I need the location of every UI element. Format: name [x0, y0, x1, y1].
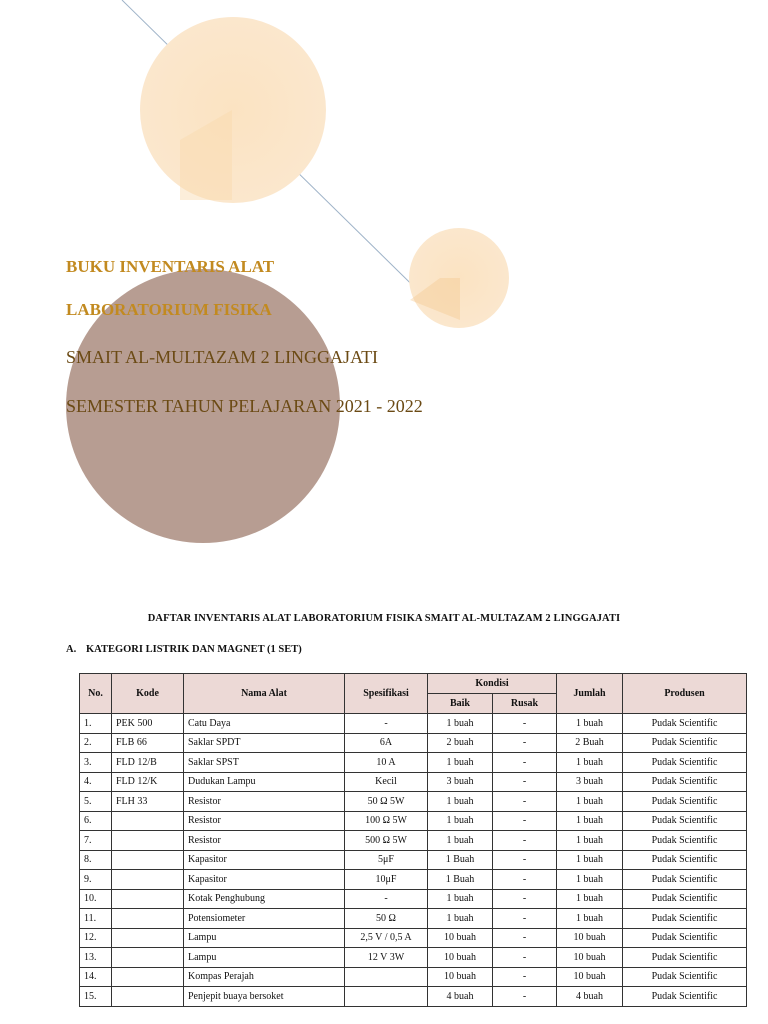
cell-nama-alat: Kapasitor	[184, 870, 345, 890]
cell-rusak: -	[493, 967, 557, 987]
cell-baik: 1 buah	[428, 889, 493, 909]
table-row	[80, 928, 747, 948]
table-row	[80, 870, 747, 890]
cell-no: 1.	[80, 714, 112, 734]
cell-jumlah: 10 buah	[557, 967, 623, 987]
cell-baik: 1 buah	[428, 909, 493, 929]
decor-circle-large	[140, 17, 326, 203]
cell-baik: 4 buah	[428, 987, 493, 1007]
cell-rusak: -	[493, 909, 557, 929]
cell-produsen: Pudak Scientific	[623, 928, 747, 948]
cell-nama-alat: Penjepit buaya bersoket	[184, 987, 345, 1007]
cell-baik: 1 buah	[428, 831, 493, 851]
cell-rusak: -	[493, 850, 557, 870]
cell-spesifikasi: -	[345, 889, 428, 909]
cell-kode	[112, 831, 184, 851]
header-produsen: Produsen	[623, 674, 747, 714]
cell-rusak: -	[493, 772, 557, 792]
table-row	[80, 850, 747, 870]
cell-spesifikasi: 5μF	[345, 850, 428, 870]
cell-no: 4.	[80, 772, 112, 792]
cell-rusak: -	[493, 811, 557, 831]
cell-jumlah: 10 buah	[557, 928, 623, 948]
cell-produsen: Pudak Scientific	[623, 987, 747, 1007]
cell-produsen: Pudak Scientific	[623, 714, 747, 734]
cell-rusak: -	[493, 753, 557, 773]
cell-jumlah: 1 buah	[557, 850, 623, 870]
section-letter: A.	[66, 644, 77, 655]
cell-jumlah: 10 buah	[557, 948, 623, 968]
table-row	[80, 967, 747, 987]
table-row	[80, 987, 747, 1007]
cell-jumlah: 1 buah	[557, 714, 623, 734]
table-row	[80, 733, 747, 753]
cell-spesifikasi: Kecil	[345, 772, 428, 792]
header-no: No.	[80, 674, 112, 714]
cell-spesifikasi: -	[345, 714, 428, 734]
cell-spesifikasi: 10 A	[345, 753, 428, 773]
cell-jumlah: 4 buah	[557, 987, 623, 1007]
cell-nama-alat: Resistor	[184, 792, 345, 812]
cell-kode	[112, 967, 184, 987]
cell-kode	[112, 811, 184, 831]
cell-spesifikasi: 12 V 3W	[345, 948, 428, 968]
cell-baik: 1 buah	[428, 753, 493, 773]
cell-produsen: Pudak Scientific	[623, 811, 747, 831]
cell-spesifikasi	[345, 967, 428, 987]
cell-produsen: Pudak Scientific	[623, 831, 747, 851]
cell-baik: 3 buah	[428, 772, 493, 792]
cell-produsen: Pudak Scientific	[623, 792, 747, 812]
cell-kode	[112, 948, 184, 968]
cell-rusak: -	[493, 714, 557, 734]
header-kode: Kode	[112, 674, 184, 714]
cover-title-line-1: BUKU INVENTARIS ALAT	[66, 257, 275, 276]
header-jumlah: Jumlah	[557, 674, 623, 714]
header-rusak: Rusak	[493, 694, 557, 714]
cell-spesifikasi: 10μF	[345, 870, 428, 890]
cell-nama-alat: Kompas Perajah	[184, 967, 345, 987]
cell-baik: 1 Buah	[428, 870, 493, 890]
cell-baik: 1 Buah	[428, 850, 493, 870]
cell-produsen: Pudak Scientific	[623, 733, 747, 753]
cell-jumlah: 1 buah	[557, 831, 623, 851]
table-row	[80, 831, 747, 851]
cell-spesifikasi: 6A	[345, 733, 428, 753]
table-row	[80, 948, 747, 968]
table-row	[80, 909, 747, 929]
cell-baik: 1 buah	[428, 792, 493, 812]
cell-spesifikasi: 2,5 V / 0,5 A	[345, 928, 428, 948]
cell-no: 9.	[80, 870, 112, 890]
inventory-table-body	[80, 714, 747, 1007]
cover-title-line-2: LABORATORIUM FISIKA	[66, 300, 272, 319]
cover-subtitle-semester: SEMESTER TAHUN PELAJARAN 2021 - 2022	[66, 396, 423, 416]
cell-spesifikasi: 50 Ω	[345, 909, 428, 929]
cell-no: 8.	[80, 850, 112, 870]
header-spesifikasi: Spesifikasi	[345, 674, 428, 714]
cell-rusak: -	[493, 831, 557, 851]
cell-spesifikasi: 500 Ω 5W	[345, 831, 428, 851]
cell-kode: PEK 500	[112, 714, 184, 734]
header-nama-alat: Nama Alat	[184, 674, 345, 714]
cell-produsen: Pudak Scientific	[623, 967, 747, 987]
cell-no: 12.	[80, 928, 112, 948]
cell-kode	[112, 870, 184, 890]
cell-nama-alat: Kapasitor	[184, 850, 345, 870]
cell-kode	[112, 928, 184, 948]
cell-jumlah: 3 buah	[557, 772, 623, 792]
cell-jumlah: 1 buah	[557, 811, 623, 831]
cell-jumlah: 1 buah	[557, 889, 623, 909]
cover-subtitle-school: SMAIT AL-MULTAZAM 2 LINGGAJATI	[66, 347, 379, 367]
cell-rusak: -	[493, 928, 557, 948]
cell-nama-alat: Kotak Penghubung	[184, 889, 345, 909]
cell-baik: 10 buah	[428, 928, 493, 948]
cell-no: 15.	[80, 987, 112, 1007]
cell-rusak: -	[493, 792, 557, 812]
cell-baik: 10 buah	[428, 948, 493, 968]
cell-baik: 1 buah	[428, 811, 493, 831]
cell-produsen: Pudak Scientific	[623, 889, 747, 909]
cell-rusak: -	[493, 987, 557, 1007]
header-kondisi: Kondisi	[428, 674, 557, 694]
header-baik: Baik	[428, 694, 493, 714]
cell-no: 5.	[80, 792, 112, 812]
table-row	[80, 811, 747, 831]
cell-jumlah: 1 buah	[557, 792, 623, 812]
table-row	[80, 714, 747, 734]
cell-nama-alat: Catu Daya	[184, 714, 345, 734]
cell-no: 2.	[80, 733, 112, 753]
cell-kode: FLD 12/K	[112, 772, 184, 792]
section-heading	[66, 644, 302, 655]
cell-no: 7.	[80, 831, 112, 851]
table-row	[80, 772, 747, 792]
cell-no: 10.	[80, 889, 112, 909]
cell-jumlah: 2 Buah	[557, 733, 623, 753]
cell-no: 14.	[80, 967, 112, 987]
cell-kode: FLD 12/B	[112, 753, 184, 773]
cell-no: 13.	[80, 948, 112, 968]
cell-produsen: Pudak Scientific	[623, 909, 747, 929]
cell-spesifikasi: 50 Ω 5W	[345, 792, 428, 812]
cell-produsen: Pudak Scientific	[623, 948, 747, 968]
cell-produsen: Pudak Scientific	[623, 870, 747, 890]
table-row	[80, 889, 747, 909]
cell-baik: 10 buah	[428, 967, 493, 987]
cell-nama-alat: Saklar SPST	[184, 753, 345, 773]
cell-kode	[112, 889, 184, 909]
cell-nama-alat: Lampu	[184, 948, 345, 968]
table-row	[80, 753, 747, 773]
cell-kode	[112, 987, 184, 1007]
cell-kode	[112, 850, 184, 870]
cell-nama-alat: Potensiometer	[184, 909, 345, 929]
cell-nama-alat: Saklar SPDT	[184, 733, 345, 753]
cell-produsen: Pudak Scientific	[623, 850, 747, 870]
cell-spesifikasi	[345, 987, 428, 1007]
cell-nama-alat: Lampu	[184, 928, 345, 948]
cell-baik: 2 buah	[428, 733, 493, 753]
cell-nama-alat: Resistor	[184, 811, 345, 831]
cell-nama-alat: Dudukan Lampu	[184, 772, 345, 792]
cell-rusak: -	[493, 889, 557, 909]
table-row	[80, 792, 747, 812]
cell-rusak: -	[493, 870, 557, 890]
cell-produsen: Pudak Scientific	[623, 753, 747, 773]
cell-nama-alat: Resistor	[184, 831, 345, 851]
cell-no: 6.	[80, 811, 112, 831]
cell-kode: FLB 66	[112, 733, 184, 753]
cell-rusak: -	[493, 948, 557, 968]
cell-no: 3.	[80, 753, 112, 773]
cell-jumlah: 1 buah	[557, 909, 623, 929]
cell-jumlah: 1 buah	[557, 753, 623, 773]
cell-baik: 1 buah	[428, 714, 493, 734]
inventory-table	[79, 673, 747, 1007]
cell-kode: FLH 33	[112, 792, 184, 812]
cell-kode	[112, 909, 184, 929]
cell-no: 11.	[80, 909, 112, 929]
cell-rusak: -	[493, 733, 557, 753]
cell-produsen: Pudak Scientific	[623, 772, 747, 792]
cell-jumlah: 1 buah	[557, 870, 623, 890]
section-title: KATEGORI LISTRIK DAN MAGNET (1 SET)	[86, 644, 302, 655]
inventory-heading: DAFTAR INVENTARIS ALAT LABORATORIUM FISIKA SMAIT AL-MULTAZAM 2 LINGGAJATI	[147, 613, 621, 624]
cell-spesifikasi: 100 Ω 5W	[345, 811, 428, 831]
